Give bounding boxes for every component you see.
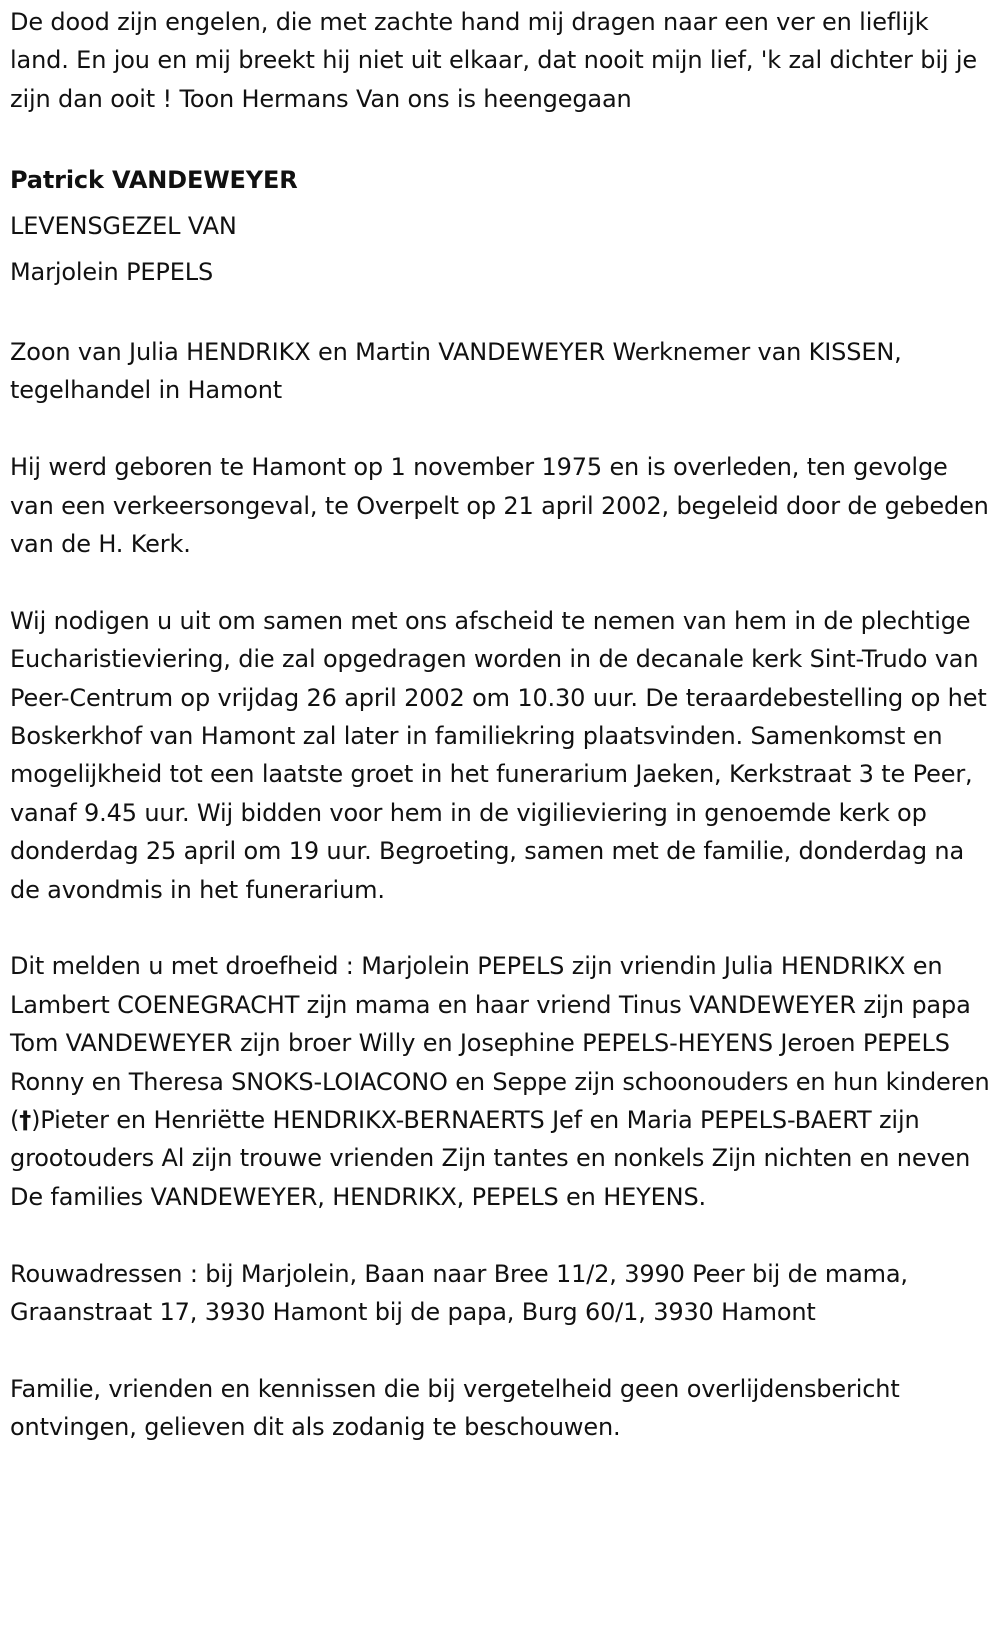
- paragraph-gap: [10, 295, 990, 333]
- paragraph-gap: [10, 1216, 990, 1254]
- closing-paragraph: Familie, vrienden en kennissen die bij vergetelheid geen overlijdensbericht ontvingen, gelieven dit als zodanig te beschouwen.: [10, 1374, 900, 1442]
- ceremony-paragraph: Wij nodigen u uit om samen met ons afscheid te nemen van hem in de plechtige Eucharistieviering, die zal opgedragen worden in de decanale kerk Sint-Trudo van Peer-Centrum op vrijdag 26 april 2002 om 10.30 uur. De teraardebestelling op het Boskerkhof van Hamont zal later in familiekring plaatsvinden. Samenkomst en mogelijkheid tot een laatste groet in het funerarium Jaeken, Kerkstraat 3 te Peer, vanaf 9.45 uur. Wij bidden voor hem in de vigilieviering in genoemde kerk op donderdag 25 april om 19 uur. Begroeting, samen met de familie, donderdag na de avondmis in het funerarium.: [10, 606, 987, 904]
- deceased-name: Patrick VANDEWEYER: [10, 165, 298, 194]
- mourners-text-before: Dit melden u met droefheid : Marjolein PEPELS zijn vriendin Julia HENDRIKX en Lambert COENEGRACHT zijn mama en haar vriend Tinus VANDEWEYER zijn papa Tom VANDEWEYER zijn broer Willy en Josephine PEPELS-HEYENS Jeroen PEPELS Ronny en Theresa SNOKS-LOIACONO en Seppe zijn schoonouders en hun kinderen (: [10, 952, 990, 1135]
- parents-work-paragraph: Zoon van Julia HENDRIKX en Martin VANDEWEYER Werknemer van KISSEN, tegelhandel in Hamont: [10, 338, 902, 405]
- relation-label: LEVENSGEZEL VAN: [10, 211, 237, 240]
- poem-paragraph: De dood zijn engelen, die met zachte hand mij dragen naar een ver en lieflijk land. En jou en mij breekt hij niet uit elkaar, dat nooit mijn lief, 'k zal dichter bij je zijn dan ooit ! Toon Hermans Van ons is heengegaan: [10, 8, 977, 113]
- paragraph-gap: [10, 563, 990, 601]
- paragraph-gap: [10, 1332, 990, 1370]
- paragraph-gap: [10, 410, 990, 448]
- mourners-paragraph: [10, 947, 990, 1216]
- birth-death-paragraph: Hij werd geboren te Hamont op 1 november 1975 en is overleden, ten gevolge van een verkeersongeval, te Overpelt op 21 april 2002, begeleid door de gebeden van de H. Kerk.: [10, 453, 989, 559]
- deceased-block: [10, 157, 990, 295]
- paragraph-gap: [10, 909, 990, 947]
- partner-name: Marjolein PEPELS: [10, 257, 214, 286]
- addresses-paragraph: Rouwadressen : bij Marjolein, Baan naar Bree 11/2, 3990 Peer bij de mama, Graanstraat 17, 3930 Hamont bij de papa, Burg 60/1, 3930 Hamont: [10, 1259, 908, 1327]
- cross-icon: †: [19, 1106, 32, 1135]
- paragraph-gap: [10, 118, 990, 156]
- mourners-text-after: )Pieter en Henriëtte HENDRIKX-BERNAERTS Jef en Maria PEPELS-BAERT zijn grootouders Al zijn trouwe vrienden Zijn tantes en nonkels Zijn nichten en neven De families VANDEWEYER, HENDRIKX, PEPELS en HEYENS.: [10, 1106, 971, 1211]
